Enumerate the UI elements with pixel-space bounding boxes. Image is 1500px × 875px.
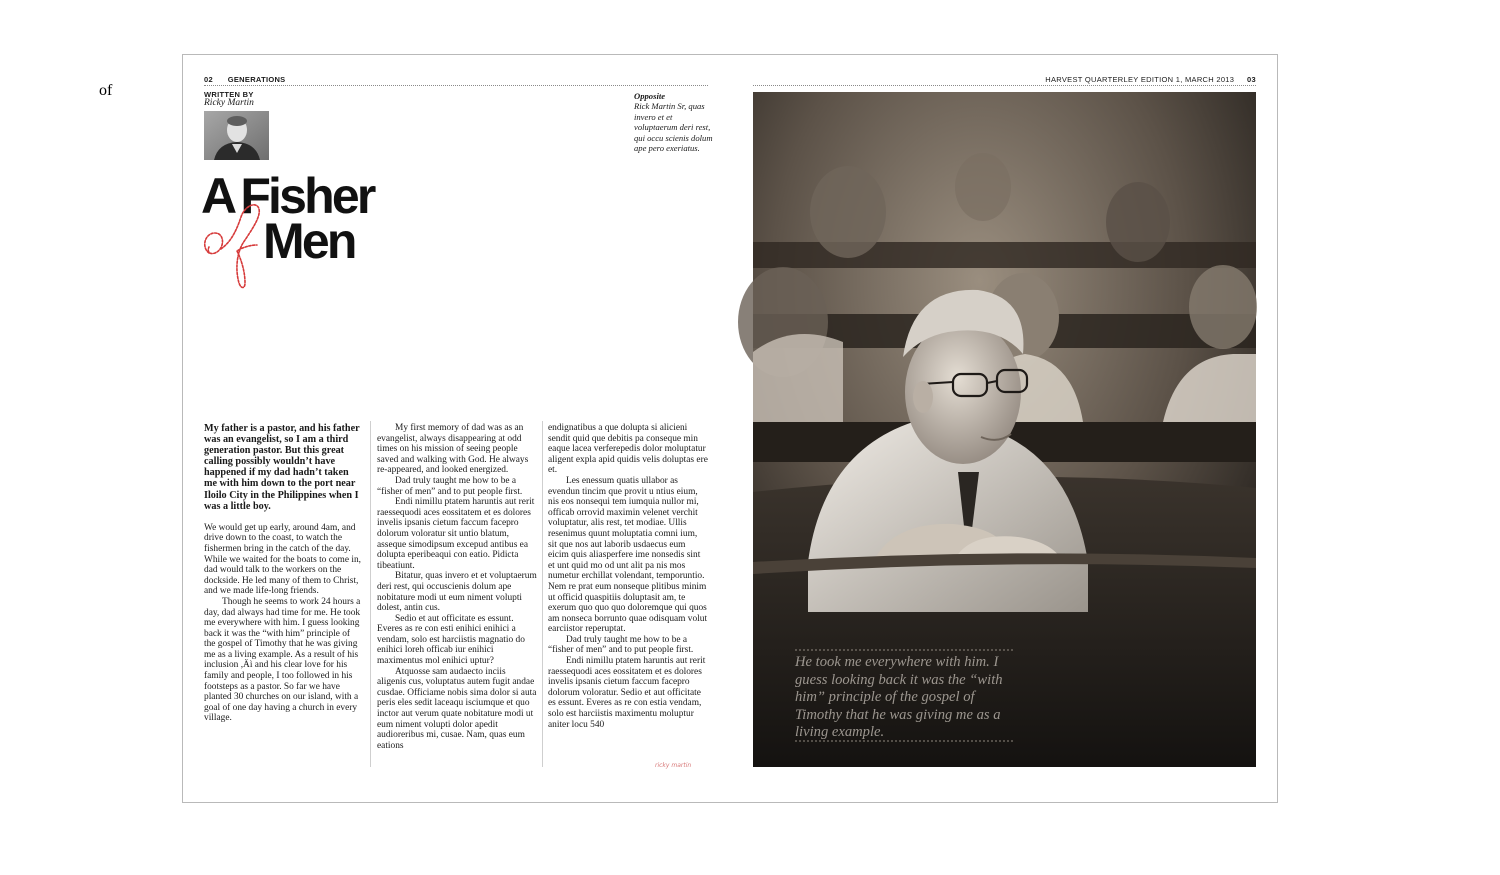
- column-divider: [542, 421, 543, 767]
- section-name: GENERATIONS: [227, 75, 286, 84]
- author-photo: [204, 111, 269, 160]
- left-folio: [204, 75, 285, 84]
- author-signature: ricky martin: [655, 762, 692, 769]
- body-paragraph: Endi nimillu ptatem haruntis aut rerit raessequodi aces eossitatem et es dolores invelis ipsanis cietum faccum facepro dolorum voloratur sit untio blatum, asseque simodipsum excepud antibus ea dolupta eperibeaqui con eatio. Pidicta tibeatiunt.: [377, 497, 535, 571]
- feature-photo: [753, 92, 1256, 767]
- body-paragraph: Les enessum quatis ullabor as evendun tincim que provit u ntius eium, nis eos nonsequi tem iumquia nullor mi, officab orrovid maximin velenet verchit voluptatur, alis rest, tet modiae. Ullis resenimus quunt moluptatia comni ium, sit que nos aut laborib usdaecus eum eicim quis aliasperfere ime nonsedis sint et unt quid mo od unt alit pa nis mos numetur erchillat volendant, temporuntio. Nem re prat eum nonseque plitibus minim ut officid quaspitiis doluptasit am, te exerum quo quo quo doloremque qui quos am nonseca borrunto quae odisquam volut earciistor reperuptat.: [548, 475, 708, 635]
- caption-title: Opposite: [634, 91, 666, 101]
- headline-men: Men: [263, 213, 355, 269]
- caption-text: Rick Martin Sr, quas invero et et voluptaerum deri rest, qui occu scienis dolum ape pero exeriatus.: [634, 101, 713, 154]
- body-paragraph: endignatibus a que dolupta si alicieni sendit quid que debitis pa conseque min eaque lacea verferepedis dolor moluptatur aligent expla apid quidis velis doluptas ere et.: [548, 423, 708, 476]
- body-paragraph: My first memory of dad was as an evangelist, always disappearing at odd times on his mission of seeing people saved and walking with God. He always re-appeared, and looked energized.: [377, 423, 529, 476]
- headline-a: A: [201, 168, 235, 224]
- photo-caption: [634, 91, 714, 153]
- body-column-1: [204, 423, 362, 724]
- body-paragraph: Endi nimillu ptatem haruntis aut rerit raessequodi aces eossitatem et es dolores invelis ipsanis cietum faccum facepro dolorum voloratur. Sedio et aut officitate es essunt. Everes as re con estia vendam, solo est harciistis maximentu moluptur aniter locu 540: [548, 656, 706, 730]
- author-name: Ricky Martin: [204, 98, 254, 108]
- body-column-3: [548, 423, 708, 730]
- pull-quote: He took me everywhere with him. I guess looking back it was the “with him” principle of the gospel of Timothy that he was giving me as a living example.: [795, 654, 1003, 741]
- body-paragraph: We would get up early, around 4am, and drive down to the coast, to watch the fishermen bring in the catch of the day. While we waited for the boats to come in, dad would talk to the workers on the dockside. He led many of them to Christ, and we made life-long friends.: [204, 522, 361, 597]
- left-page-number: 02: [204, 75, 213, 84]
- left-header-rule: [204, 85, 708, 86]
- body-paragraph: Bitatur, quas invero et et voluptaerum deri rest, qui occuscienis dolum ape nobitature modi ut eum niment volupti dolest, antin cus.: [377, 571, 537, 614]
- body-paragraph: Dad truly taught me how to be a “fisher of men” and to put people first.: [548, 634, 694, 656]
- column-divider: [370, 421, 371, 767]
- magazine-spread: [99, 54, 1278, 803]
- body-paragraph: Sedio et aut officitate es essunt. Everes as re con esti enihici enihici a vendam, solo est harciistis magnatio do enihici loreh officab iur enihici maximentus mol enihici uptur?: [377, 613, 525, 667]
- body-column-2: [377, 423, 537, 751]
- written-by-label: WRITTEN BY: [204, 90, 254, 99]
- right-folio: [753, 75, 1256, 84]
- issue-info: HARVEST QUARTERLEY EDITION 1, MARCH 2013: [1045, 75, 1235, 84]
- script-of-text: of: [99, 82, 113, 99]
- lead-paragraph: My father is a pastor, and his father was an evangelist, so I am a third generation pastor. But this great calling possibly wouldn’t have happened if my dad hadn’t taken me with him down to the port near Iloilo City in the Philippines when I was a little boy.: [204, 423, 360, 512]
- body-paragraph: Dad truly taught me how to be a “fisher of men” and to put people first.: [377, 475, 523, 497]
- right-header-rule: [753, 85, 1256, 86]
- body-paragraph: Though he seems to work 24 hours a day, dad always had time for me. He took me everywhere with him. I guess looking back it was the “with him” principle of the gospel of Timothy that he was giving me as a living example. As a result of his inclusion ,Äì and his clear love for his family and people, I too followed in his footsteps as a pastor. So far we have planted 30 churches on our island, with a goal of one day having a church in every village.: [204, 596, 361, 724]
- body-paragraph: Atquosse sam audaecto inciis aligenis cus, voluptatus autem fugit andae cusdae. Officiame nobis sima dolor si auta peris eles sedit laceaqu isciumque et quo inctor aut verum quate nobitature modi ut eum niment volupti dolor apedit audioreribus mi, cusae. Nam, quas eum eations: [377, 666, 537, 751]
- headline-fisher: Fisher: [240, 168, 374, 224]
- right-page-number: 03: [1247, 75, 1256, 84]
